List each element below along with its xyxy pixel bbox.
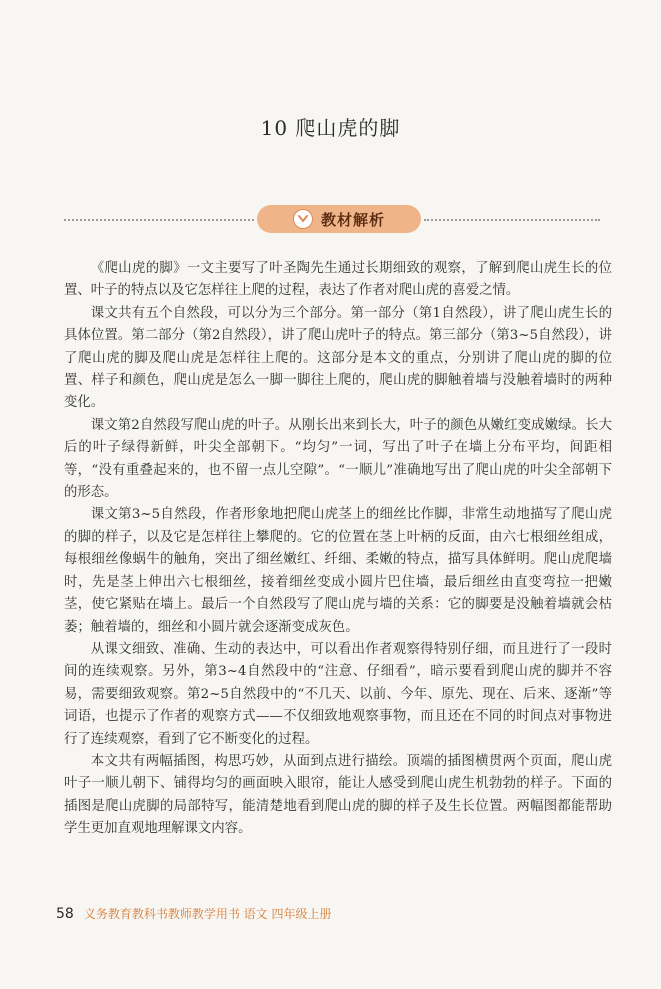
paragraph: 课文第2自然段写爬山虎的叶子。从刚长出来到长大，叶子的颜色从嫩红变成嫩绿。长大后的叶子绿得新鲜，叶尖全部朝下。“均匀”一词，写出了叶子在墙上分布平均，间距相等，“没有重叠起来的，也不留一点儿空隙”。“一顺儿”准确地写出了爬山虎的叶尖全部朝下的形态。 bbox=[64, 417, 612, 501]
paragraph: 本文共有两幅插图，构思巧妙，从面到点进行描绘。顶端的插图横贯两个页面，爬山虎叶子一顺儿朝下、铺得均匀的画面映入眼帘，能让人感受到爬山虎生机勃勃的样子。下面的插图是爬山虎脚的局部特写，能清楚地看到爬山虎的脚的样子及生长位置。两幅图都能帮助学生更加直观地理解课文内容。 bbox=[64, 753, 612, 837]
paragraph: 《爬山虎的脚》一文主要写了叶圣陶先生通过长期细致的观察，了解到爬山虎生长的位置、叶子的特点以及它怎样往上爬的过程，表达了作者对爬山虎的喜爱之情。 bbox=[64, 261, 612, 299]
dotted-divider-right bbox=[424, 219, 600, 221]
page-title: 10 爬山虎的脚 bbox=[260, 116, 401, 140]
page-number: 58 bbox=[56, 906, 74, 922]
paragraph: 从课文细致、准确、生动的表达中，可以看出作者观察得特别仔细，而且进行了一段时间的连续观察。另外，第3~4自然段中的“注意、仔细看”，暗示要看到爬山虎的脚并不容易，需要细致观察。第2~5自然段中的“不几天、以前、今年、原先、现在、后来、逐渐”等词语，也提示了作者的观察方式——不仅细致地观察事物，而且还在不同的时间点对事物进行了连续观察，看到了它不断变化的过程。 bbox=[64, 641, 612, 747]
page-footer bbox=[56, 905, 331, 922]
section-label: 教材解析 bbox=[320, 210, 385, 229]
book-title: 义务教育教科书教师教学用书 语文 四年级上册 bbox=[83, 907, 332, 921]
paragraph: 课文共有五个自然段，可以分为三个部分。第一部分（第1自然段），讲了爬山虎生长的具体位置。第二部分（第2自然段），讲了爬山虎叶子的特点。第三部分（第3~5自然段），讲了爬山虎的脚及爬山虎是怎样往上爬的。这部分是本文的重点，分别讲了爬山虎的脚的位置、样子和颜色，爬山虎是怎么一脚一脚往上爬的，爬山虎的脚触着墙与没触着墙时的两种变化。 bbox=[64, 305, 612, 411]
paragraph: 课文第3~5自然段，作者形象地把爬山虎茎上的细丝比作脚，非常生动地描写了爬山虎的脚的样子，以及它是怎样往上攀爬的。它的位置在茎上叶柄的反面，由六七根细丝组成，每根细丝像蜗牛的触角，突出了细丝嫩红、纤细、柔嫩的特点，描写具体鲜明。爬山虎爬墙时，先是茎上伸出六七根细丝，接着细丝变成小圆片巴住墙，最后细丝由直变弯拉一把嫩茎，使它紧贴在墙上。最后一个自然段写了爬山虎与墙的关系：它的脚要是没触着墙就会枯萎；触着墙的，细丝和小圆片就会逐渐变成灰色。 bbox=[64, 507, 612, 635]
article-body bbox=[64, 258, 612, 841]
dotted-divider-left bbox=[64, 219, 254, 221]
section-header bbox=[64, 203, 600, 235]
check-icon bbox=[293, 209, 313, 229]
section-badge bbox=[257, 205, 421, 233]
